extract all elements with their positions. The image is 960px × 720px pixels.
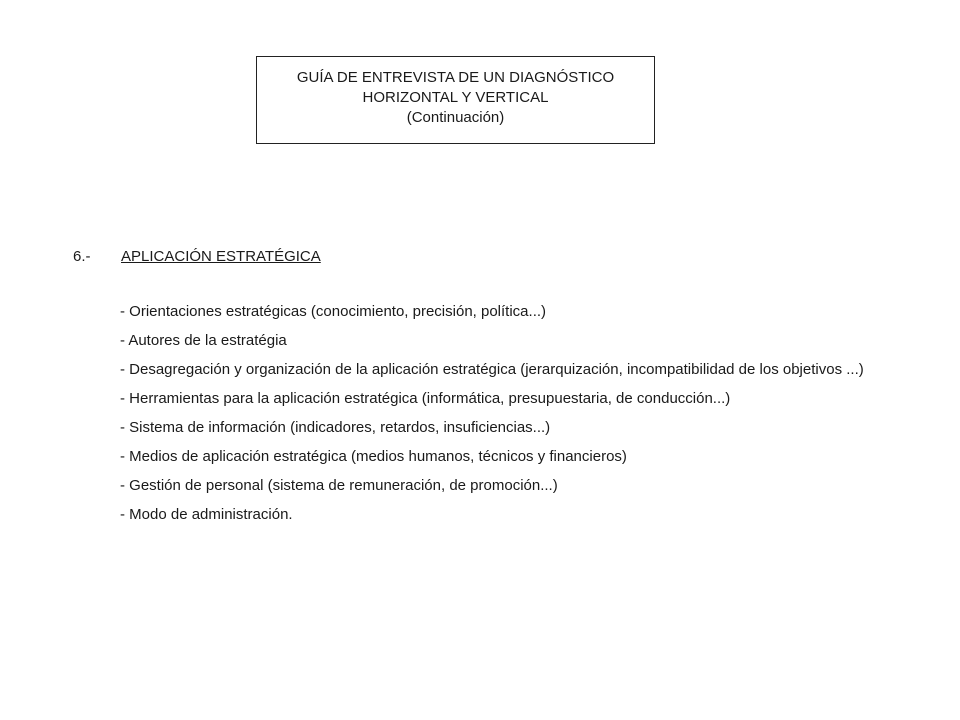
list-item: - Gestión de personal (sistema de remuneración, de promoción...) (120, 477, 558, 494)
title-box (256, 56, 655, 144)
title-line-1: GUÍA DE ENTREVISTA DE UN DIAGNÓSTICO (296, 69, 615, 86)
section-title: APLICACIÓN ESTRATÉGICA (121, 248, 321, 265)
list-item: - Herramientas para la aplicación estratégica (informática, presupuestaria, de conducción...) (120, 390, 731, 407)
list-item: - Autores de la estratégia (120, 332, 287, 349)
list-item: - Desagregación y organización de la aplicación estratégica (jerarquización, incompatibilidad de los objetivos ...) (120, 361, 864, 378)
item-list (120, 302, 864, 534)
title-line-2: HORIZONTAL Y VERTICAL (362, 89, 549, 106)
list-item: - Orientaciones estratégicas (conocimiento, precisión, política...) (120, 303, 547, 320)
list-item: - Medios de aplicación estratégica (medios humanos, técnicos y financieros) (120, 448, 627, 465)
title-line-3: (Continuación) (406, 109, 505, 126)
list-item: - Sistema de información (indicadores, retardos, insuficiencias...) (120, 419, 551, 436)
section-number: 6.- (73, 248, 91, 265)
list-item: - Modo de administración. (120, 506, 293, 523)
